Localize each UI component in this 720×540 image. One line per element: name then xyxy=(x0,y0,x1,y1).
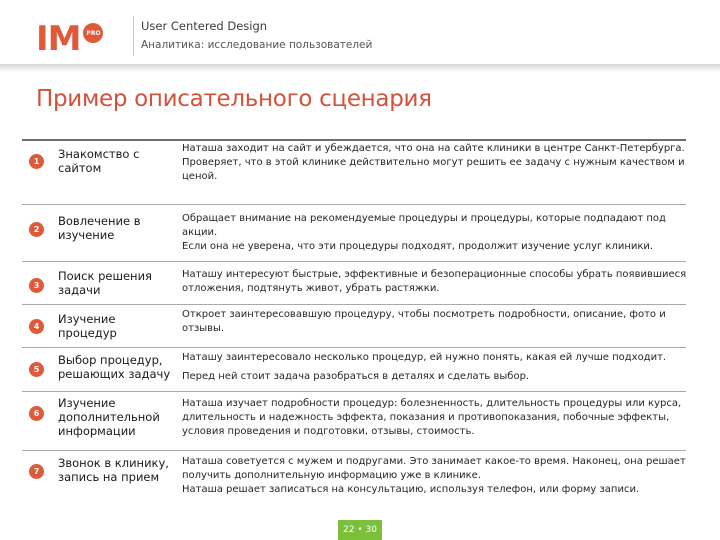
table-row xyxy=(22,392,686,450)
description-paragraph: Если она не уверена, что эти процедуры подходят, продолжит изучение услуг клиники. xyxy=(182,241,654,252)
description-paragraph: Наташа изучает подробности процедур: болезненность, длительность процедуры или курса, длительность и надежность эффекта, показания и противопоказания, побочные эффекты, условия проведения и подготовки, отзывы, стоимость. xyxy=(182,398,682,437)
page-indicator: 22 • 30 xyxy=(338,520,382,540)
step-number-badge: 7 xyxy=(29,464,44,479)
step-number-badge: 3 xyxy=(29,278,44,293)
logo xyxy=(36,19,103,59)
table-row xyxy=(22,262,686,304)
step-label: Изучение процедур xyxy=(58,312,117,340)
step-label: Знакомство с сайтом xyxy=(58,147,140,175)
course-subtitle: Аналитика: исследование пользователей xyxy=(141,39,373,51)
step-label: Звонок в клинику, запись на прием xyxy=(58,456,169,484)
description-paragraph: Перед ней стоит задача разобраться в деталях и сделать выбор. xyxy=(182,371,530,382)
step-description xyxy=(182,212,687,254)
table-row xyxy=(22,305,686,347)
description-paragraph: Наташа советуется с мужем и подругами. Это занимает какое-то время. Наконец, она решает получить дополнительную информацию уже в клинике. xyxy=(182,456,686,481)
table-row xyxy=(22,451,686,506)
description-paragraph: Наташа решает записаться на консультацию, используя телефон, или форму записи. xyxy=(182,484,640,495)
logo-text: IM xyxy=(36,19,81,59)
step-description xyxy=(182,351,687,384)
description-paragraph: Откроет заинтересовавшую процедуру, чтобы посмотреть подробности, описание, фото и отзывы. xyxy=(182,309,666,334)
slide-title: Пример описательного сценария xyxy=(36,86,432,112)
header-divider xyxy=(133,16,134,56)
step-label: Изучение дополнительной информации xyxy=(58,396,160,438)
step-label: Поиск решения задачи xyxy=(58,269,152,297)
step-number-badge: 6 xyxy=(29,406,44,421)
step-description xyxy=(182,268,687,296)
description-paragraph: Наташу заинтересовало несколько процедур, ей нужно понять, какая ей лучше подходит. xyxy=(182,352,667,363)
logo-badge: PRO xyxy=(83,23,103,43)
table-row xyxy=(22,141,686,204)
step-label: Выбор процедур, решающих задачу xyxy=(58,353,171,381)
description-paragraph: Обращает внимание на рекомендуемые процедуры и процедуры, которые подпадают под акции. xyxy=(182,213,666,238)
step-number-badge: 1 xyxy=(29,154,44,169)
step-number-badge: 2 xyxy=(29,222,44,237)
step-description xyxy=(182,142,687,184)
step-description xyxy=(182,397,687,439)
description-paragraph: Наташа заходит на сайт и убеждается, что она на сайте клиники в центре Санкт-Петербурга. xyxy=(182,143,685,154)
step-number-badge: 4 xyxy=(29,319,44,334)
header-shadow xyxy=(0,64,720,72)
step-label: Вовлечение в изучение xyxy=(58,214,141,242)
description-paragraph: Наташу интересуют быстрые, эффективные и безоперационные способы убрать появившиеся отложения, подтянуть живот, убрать растяжки. xyxy=(182,269,687,294)
course-title: User Centered Design xyxy=(141,19,268,33)
step-number-badge: 5 xyxy=(29,362,44,377)
step-description xyxy=(182,455,687,497)
table-row xyxy=(22,348,686,391)
description-paragraph: Проверяет, что в этой клинике действительно могут решить ее задачу с нужным качеством и ценой. xyxy=(182,157,685,182)
step-description xyxy=(182,308,687,336)
table-row xyxy=(22,205,686,261)
header xyxy=(0,0,720,66)
